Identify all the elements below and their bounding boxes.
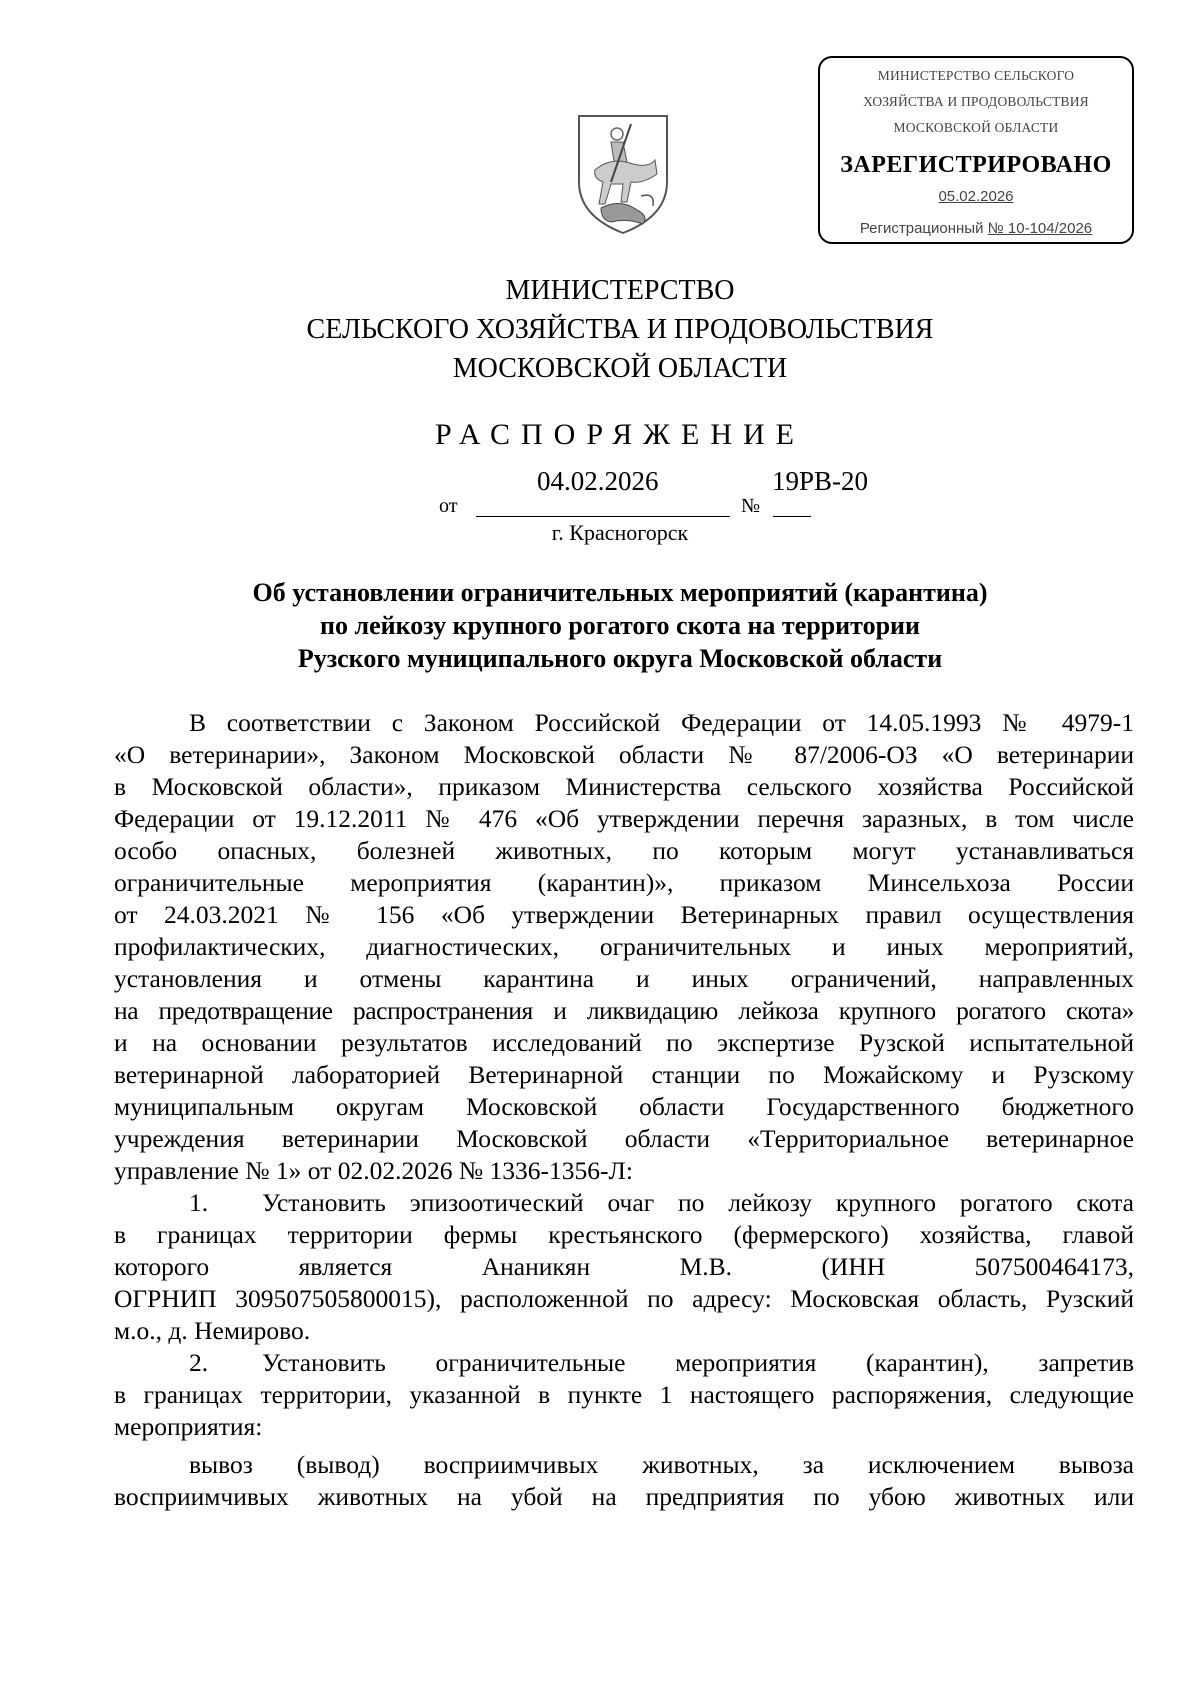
coat-of-arms-icon: [571, 112, 675, 237]
item-2-line: Установить ограничительные мероприятия (карантин), запретив: [262, 1348, 1134, 1377]
preamble-line: «О ветеринарии», Законом Московской области № 87/2006-ОЗ «О ветеринарии: [114, 740, 1134, 769]
preamble-line: В соответствии с Законом Российской Федерации от 14.05.1993 № 4979-1: [189, 708, 1134, 737]
preamble-line: ветеринарной лабораторией Ветеринарной станции по Можайскому и Рузскому: [114, 1060, 1134, 1089]
date-underline: [476, 516, 730, 517]
registration-stamp: [818, 56, 1134, 244]
stamp-status: ЗАРЕГИСТРИРОВАНО: [840, 152, 1112, 178]
preamble-line: в Московской области», приказом Министерства сельского хозяйства Российской: [114, 772, 1134, 801]
number-underline: [773, 516, 811, 517]
preamble-line: муниципальным округам Московской области Государственного бюджетного: [114, 1092, 1134, 1121]
document-type: РАСПОРЯЖЕНИЕ: [434, 418, 806, 451]
item-2-sub-line: восприимчивых животных на убой на предприятия по убою животных или: [114, 1482, 1134, 1511]
preamble-line: установления и отмены карантина и иных ограничений, направленных: [114, 964, 1134, 993]
preamble-line: управление № 1» от 02.02.2026 № 1336-1356-Л:: [114, 1156, 633, 1185]
subject-line-1: Об установлении ограничительных мероприятий (карантина): [252, 578, 988, 607]
document-number: 19РВ-20: [772, 466, 869, 496]
item-1-line: м.о., д. Немирово.: [114, 1316, 311, 1345]
item-2-line: в границах территории, указанной в пункте 1 настоящего распоряжения, следующие: [114, 1380, 1134, 1409]
ministry-line-3: МОСКОВСКОЙ ОБЛАСТИ: [452, 353, 788, 384]
preamble-line: от 24.03.2021 № 156 «Об утверждении Ветеринарных правил осуществления: [114, 900, 1134, 929]
subject-line-2: по лейкозу крупного рогатого скота на территории: [320, 611, 920, 640]
item-1-number: 1.: [189, 1188, 209, 1217]
ministry-line-2: СЕЛЬСКОГО ХОЗЯЙСТВА И ПРОДОВОЛЬСТВИЯ: [306, 314, 934, 345]
date-prefix: от: [439, 495, 458, 517]
item-1-line: Установить эпизоотический очаг по лейкозу крупного рогатого скота: [262, 1188, 1134, 1217]
preamble-line: на предотвращение распространения и ликвидацию лейкоза крупного рогатого скота»: [114, 996, 1134, 1025]
stamp-org-line-1: МИНИСТЕРСТВО СЕЛЬСКОГО: [877, 68, 1075, 83]
preamble-line: Федерации от 19.12.2011 № 476 «Об утверждении перечня заразных, в том числе: [114, 804, 1134, 833]
preamble-line: учреждения ветеринарии Московской области «Территориальное ветеринарное: [114, 1124, 1134, 1153]
stamp-org-line-2: ХОЗЯЙСТВА И ПРОДОВОЛЬСТВИЯ: [863, 94, 1089, 109]
item-1-line: которого является Ананикян М.В. (ИНН 507500464173,: [114, 1252, 1134, 1281]
document-date: 04.02.2026: [537, 466, 659, 496]
number-prefix: №: [741, 495, 761, 517]
subject-line-3: Рузского муниципального округа Московской области: [297, 644, 943, 673]
preamble-line: ограничительные мероприятия (карантин)», приказом Минсельхоза России: [114, 868, 1134, 897]
city: г. Красногорск: [551, 520, 689, 545]
preamble-line: и на основании результатов исследований по экспертизе Рузской испытательной: [114, 1028, 1134, 1057]
stamp-org-line-3: МОСКОВСКОЙ ОБЛАСТИ: [893, 120, 1059, 135]
preamble-line: особо опасных, болезней животных, по которым могут устанавливаться: [114, 836, 1134, 865]
item-2-sub-line: вывоз (вывод) восприимчивых животных, за исключением вывоза: [189, 1450, 1134, 1479]
item-2-line: мероприятия:: [114, 1412, 263, 1441]
stamp-registration-number: Регистрационный № 10-104/2026: [859, 220, 1093, 237]
item-1-line: ОГРНИП 309507505800015), расположенной по адресу: Московская область, Рузский: [114, 1284, 1134, 1313]
stamp-date: 05.02.2026: [938, 188, 1014, 205]
preamble-line: профилактических, диагностических, ограничительных и иных мероприятий,: [114, 932, 1134, 961]
item-1-line: в границах территории фермы крестьянского (фермерского) хозяйства, главой: [114, 1220, 1134, 1249]
ministry-line-1: МИНИСТЕРСТВО: [505, 275, 735, 306]
item-2-number: 2.: [189, 1348, 209, 1377]
